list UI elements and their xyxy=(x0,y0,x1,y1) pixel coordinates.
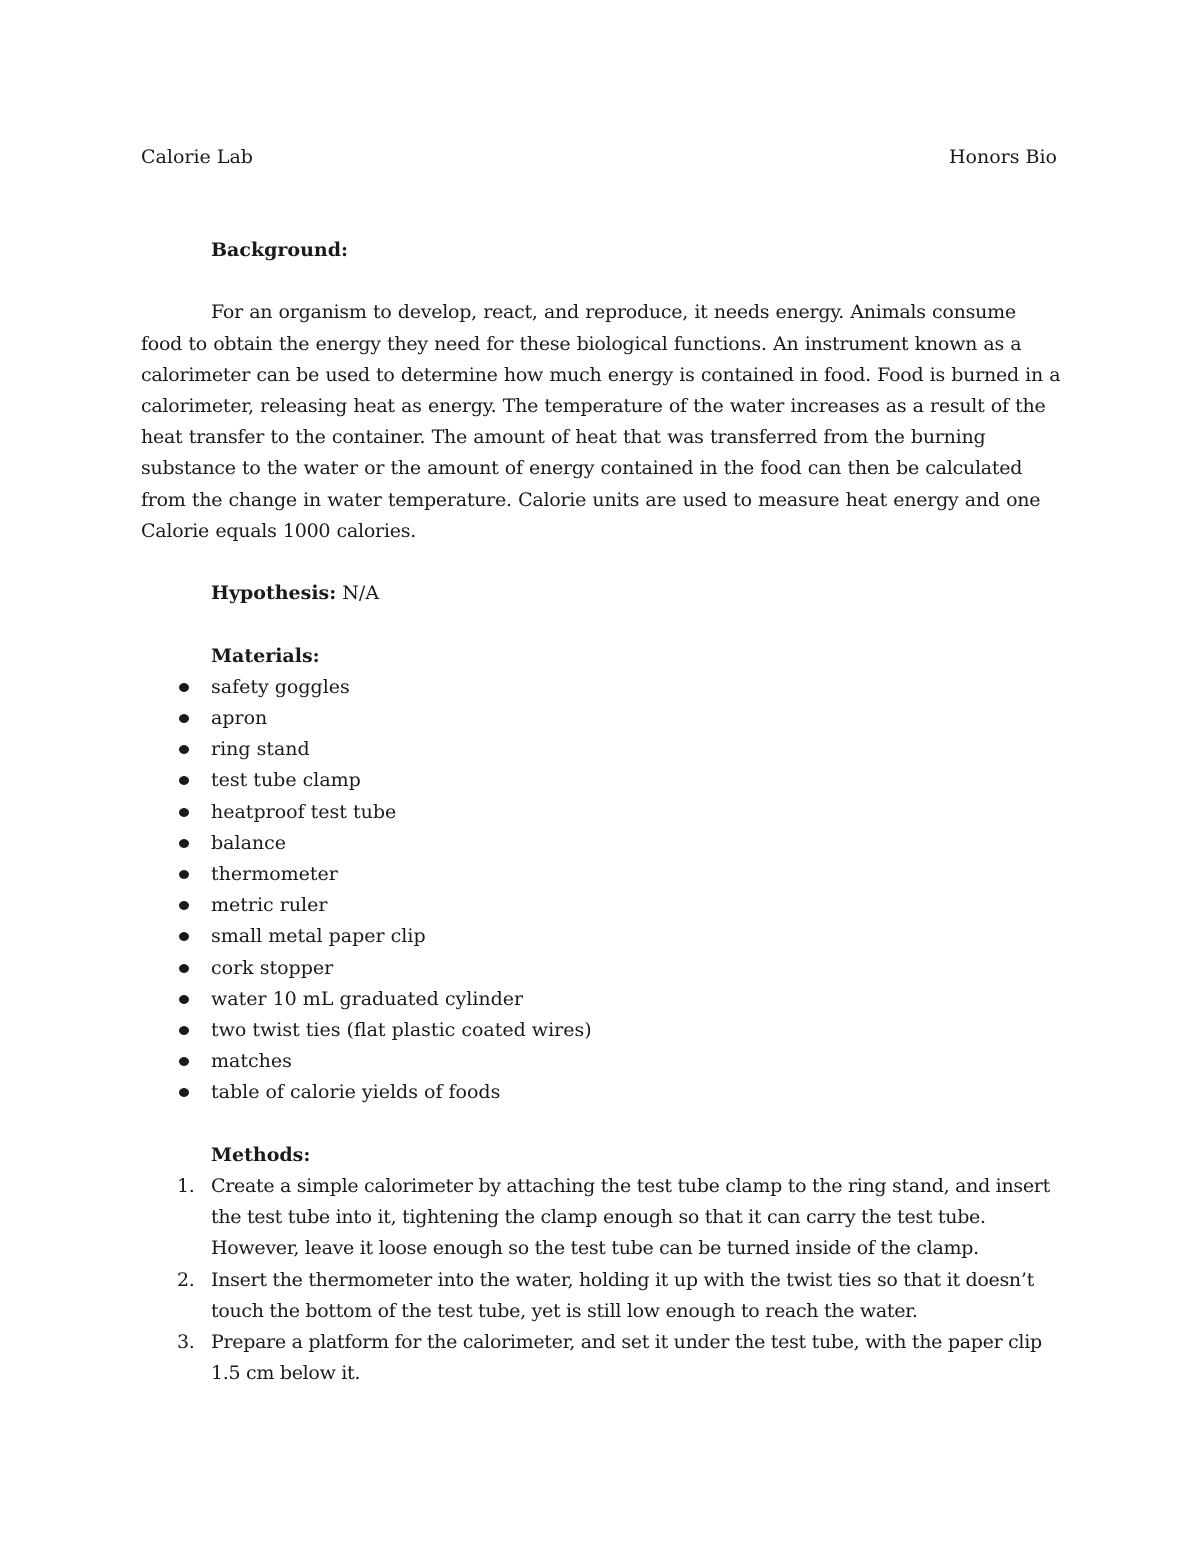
materials-item-text: small metal paper clip xyxy=(211,925,426,948)
materials-item-text: test tube clamp xyxy=(211,769,361,792)
bullet-icon xyxy=(179,776,189,785)
bullet-icon xyxy=(179,870,189,879)
materials-item xyxy=(141,1077,1061,1108)
methods-step xyxy=(141,1265,1061,1327)
methods-step-number: 3. xyxy=(177,1331,195,1354)
methods-step-text: Create a simple calorimeter by attaching the test tube clamp to the ring stand, and insert the test tube into it, tightening the clamp enough so that it can carry the test tube. However, leave it loose enough so the test tube can be turned inside of the clamp. xyxy=(211,1175,1050,1260)
materials-heading: Materials: xyxy=(211,644,320,667)
bullet-icon xyxy=(179,745,189,754)
spacer xyxy=(141,547,1061,578)
bullet-icon xyxy=(179,808,189,817)
materials-item-text: apron xyxy=(211,707,268,729)
materials-item xyxy=(141,797,1061,828)
bullet-icon xyxy=(179,714,189,723)
materials-item xyxy=(141,703,1061,734)
bullet-icon xyxy=(179,1026,189,1035)
hypothesis-value: N/A xyxy=(336,582,380,605)
header-course: Honors Bio xyxy=(948,146,1057,168)
methods-step-number: 1. xyxy=(177,1175,195,1198)
materials-item-text: table of calorie yields of foods xyxy=(211,1081,501,1104)
materials-item xyxy=(141,672,1061,703)
materials-item xyxy=(141,921,1061,952)
methods-step-text: Prepare a platform for the calorimeter, and set it under the test tube, with the paper clip 1.5 cm below it. xyxy=(211,1331,1042,1385)
materials-item-text: water 10 mL graduated cylinder xyxy=(211,987,524,1010)
spacer xyxy=(141,1109,1061,1140)
bullet-icon xyxy=(179,932,189,941)
methods-step-text: Insert the thermometer into the water, holding it up with the twist ties so that it doesn’t touch the bottom of the test tube, yet is still low enough to reach the water. xyxy=(211,1268,1034,1322)
materials-item-text: heatproof test tube xyxy=(211,800,397,823)
materials-item-text: safety goggles xyxy=(211,675,350,698)
materials-item xyxy=(141,1015,1061,1046)
materials-item xyxy=(141,734,1061,765)
materials-item-text: thermometer xyxy=(211,863,338,886)
hypothesis-line xyxy=(141,578,1061,609)
bullet-icon xyxy=(179,901,189,910)
header-title: Calorie Lab xyxy=(141,146,253,168)
materials-item-text: cork stopper xyxy=(211,956,334,979)
materials-item xyxy=(141,984,1061,1015)
materials-item xyxy=(141,890,1061,921)
methods-list xyxy=(141,1171,1061,1389)
bullet-icon xyxy=(179,839,189,848)
methods-step xyxy=(141,1171,1061,1265)
materials-item-text: ring stand xyxy=(211,738,310,761)
materials-item xyxy=(141,859,1061,890)
bullet-icon xyxy=(179,683,189,692)
materials-item xyxy=(141,953,1061,984)
methods-heading: Methods: xyxy=(211,1143,311,1166)
bullet-icon xyxy=(179,995,189,1004)
materials-list xyxy=(141,672,1061,1109)
materials-item-text: matches xyxy=(211,1050,292,1073)
background-heading: Background: xyxy=(211,239,348,261)
materials-item-text: balance xyxy=(211,831,287,854)
materials-item xyxy=(141,1046,1061,1077)
spacer xyxy=(141,266,1061,297)
methods-step xyxy=(141,1327,1061,1389)
materials-item xyxy=(141,765,1061,796)
materials-item-text: two twist ties (flat plastic coated wires) xyxy=(211,1019,592,1042)
bullet-icon xyxy=(179,1088,189,1097)
background-paragraph: For an organism to develop, react, and reproduce, it needs energy. Animals consume food to obtain the energy they need for these biological functions. An instrument known as a calorimeter can be used to determine how much energy is contained in food. Food is burned in a calorimeter, releasing heat as energy. The temperature of the water increases as a result of the heat transfer to the container. The amount of heat that was transferred from the burning substance to the water or the amount of energy contained in the food can then be calculated from the change in water temperature. Calorie units are used to measure heat energy and one Calorie equals 1000 calories. xyxy=(141,301,1061,542)
hypothesis-label: Hypothesis: xyxy=(211,582,337,605)
document-body xyxy=(141,235,1061,1389)
materials-item-text: metric ruler xyxy=(211,894,328,917)
spacer xyxy=(141,609,1061,640)
materials-item xyxy=(141,828,1061,859)
bullet-icon xyxy=(179,1057,189,1066)
methods-step-number: 2. xyxy=(177,1268,195,1291)
bullet-icon xyxy=(179,964,189,973)
